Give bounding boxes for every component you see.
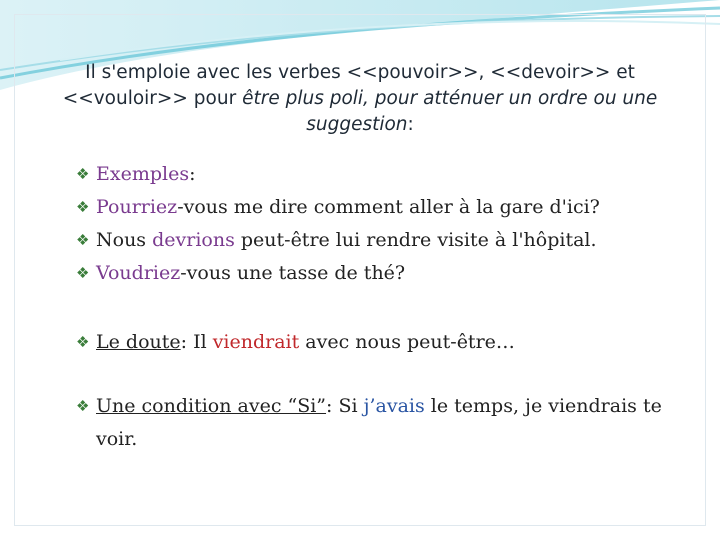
bullet-exemples bbox=[76, 158, 696, 191]
bullet-text: -vous me dire comment aller à la gare d'ici? bbox=[177, 196, 600, 218]
bullet-diamond-icon: ❖ bbox=[76, 198, 90, 216]
slide-title bbox=[40, 60, 680, 138]
bullet-text: : Il bbox=[180, 331, 213, 353]
bullet-text: : bbox=[189, 163, 196, 185]
highlight-verb: Voudriez bbox=[96, 262, 181, 284]
bullet-diamond-icon: ❖ bbox=[76, 333, 90, 351]
bullet-text: -vous une tasse de thé? bbox=[180, 262, 406, 284]
title-emphasis: être plus poli, pour atténuer un ordre ou une suggestion bbox=[242, 88, 658, 135]
bullet-text: Nous bbox=[96, 229, 153, 251]
bullet-diamond-icon: ❖ bbox=[76, 231, 90, 249]
bullet-devrions bbox=[76, 224, 696, 257]
title-colon: : bbox=[407, 114, 414, 135]
bullet-text: avec nous peut-être… bbox=[299, 331, 515, 353]
bullet-diamond-icon: ❖ bbox=[76, 264, 90, 282]
bullet-heading: Le doute bbox=[96, 331, 181, 353]
bullet-voudriez bbox=[76, 257, 696, 290]
bullet-text: : Si bbox=[326, 395, 364, 417]
highlight-verb: j’avais bbox=[363, 395, 425, 417]
highlight-verb: devrions bbox=[152, 229, 235, 251]
bullet-diamond-icon: ❖ bbox=[76, 397, 90, 415]
highlight-verb: Pourriez bbox=[96, 196, 178, 218]
bullet-text: peut-être lui rendre visite à l'hôpital. bbox=[234, 229, 597, 251]
bullet-text: le temps, je viendrais te voir. bbox=[96, 395, 662, 450]
bullet-list bbox=[76, 158, 696, 456]
highlight-verb: viendrait bbox=[212, 331, 300, 353]
bullet-condition bbox=[76, 390, 696, 456]
title-text: Il s'emploie avec les verbes <<pouvoir>>, <<devoir>> et <<vouloir>> pour bbox=[62, 62, 635, 109]
bullet-doute bbox=[76, 326, 696, 359]
bullet-pourriez bbox=[76, 191, 696, 224]
bullet-heading: Une condition avec “Si” bbox=[96, 395, 327, 417]
bullet-diamond-icon: ❖ bbox=[76, 165, 90, 183]
bullet-text: Exemples bbox=[96, 163, 190, 185]
